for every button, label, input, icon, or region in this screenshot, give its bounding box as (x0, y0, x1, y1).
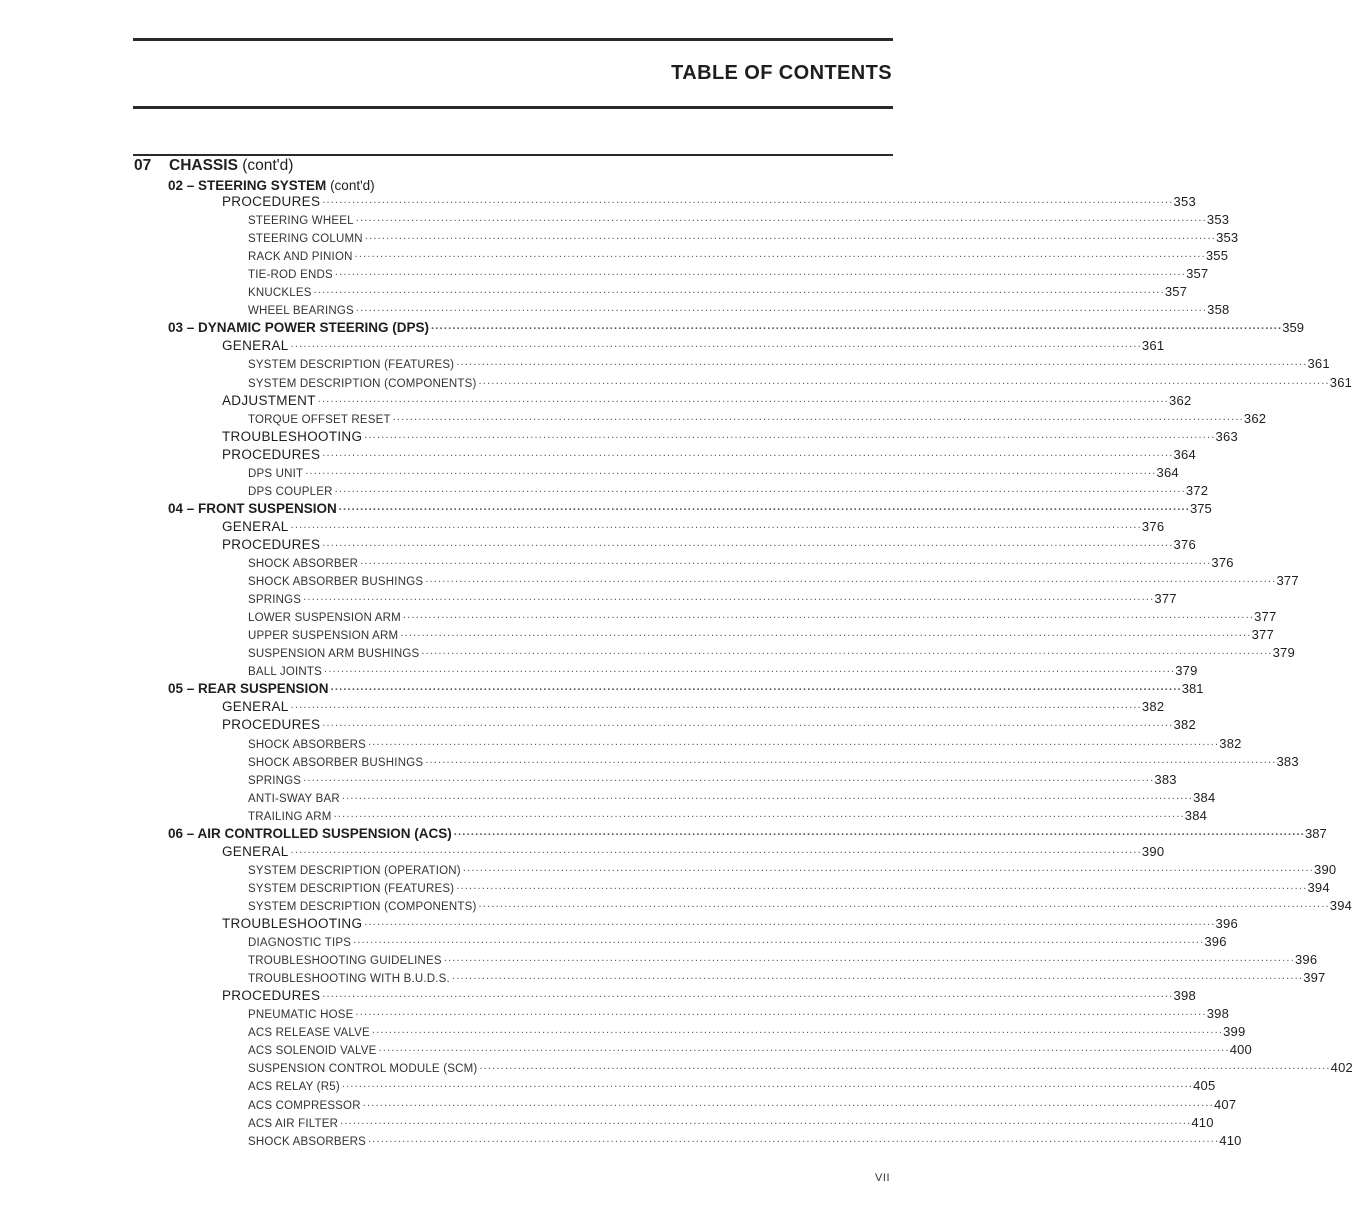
toc-entry[interactable] (248, 552, 1234, 570)
toc-entry-label: SPRINGS (248, 594, 302, 607)
toc-entry-page: 382 (1173, 717, 1197, 733)
toc-entry-page: 362 (1168, 392, 1192, 408)
toc-entry-page: 357 (1164, 284, 1188, 300)
toc-entry[interactable] (248, 787, 1216, 805)
dot-leader: ........................................................................................................................................................................................................ (368, 735, 1220, 748)
toc-entry[interactable] (222, 191, 1197, 209)
toc-entry[interactable] (222, 335, 1165, 354)
dot-leader: ........................................................................................................................................................................................................ (322, 717, 1174, 730)
toc-entry-label: ANTI-SWAY BAR (248, 792, 340, 805)
dot-leader: ........................................................................................................................................................................................................ (443, 952, 1295, 965)
toc-entry-label: DPS UNIT (248, 467, 304, 480)
toc-entry-page: 382 (1141, 699, 1165, 715)
dot-leader: ........................................................................................................................................................................................................ (353, 934, 1205, 947)
toc-entry-page: 377 (1251, 627, 1274, 643)
dot-leader: ........................................................................................................................................................................................................ (378, 1042, 1230, 1055)
toc-entry-page: 394 (1329, 897, 1353, 913)
toc-entry-page: 387 (1305, 825, 1327, 841)
toc-entry-label: SHOCK ABSORBER BUSHINGS (248, 576, 424, 589)
page-title: TABLE OF CONTENTS (671, 62, 892, 84)
dot-leader: ........................................................................................................................................................................................................ (303, 591, 1155, 604)
dot-leader: ........................................................................................................................................................................................................ (402, 609, 1255, 622)
dot-leader: ........................................................................................................................................................................................................ (341, 789, 1194, 802)
footer-page-number: VII (875, 1172, 890, 1184)
toc-entry-page: 379 (1272, 645, 1295, 661)
toc-entry[interactable] (248, 606, 1277, 625)
toc-entry[interactable] (248, 751, 1299, 769)
toc-entry-page: 363 (1215, 428, 1239, 444)
toc-entry[interactable] (248, 1130, 1242, 1148)
toc-entry[interactable] (248, 967, 1326, 986)
toc-entry-page: 357 (1186, 266, 1209, 282)
toc-entry-page: 361 (1307, 356, 1330, 372)
toc-entry[interactable] (222, 985, 1197, 1004)
dot-leader: ........................................................................................................................................................................................................ (431, 320, 1283, 333)
toc-entry-page: 364 (1156, 464, 1179, 480)
dot-leader: ........................................................................................................................................................................................................ (364, 230, 1217, 243)
toc-entry-page: 355 (1205, 248, 1229, 264)
section-continued: (cont'd) (242, 157, 294, 174)
toc-entry[interactable] (248, 1021, 1246, 1040)
toc-entry-page: 390 (1314, 861, 1337, 877)
toc-entry[interactable] (168, 678, 1204, 697)
toc-entry-page: 398 (1173, 988, 1197, 1004)
toc-entry-label: TIE-ROD ENDS (248, 269, 333, 282)
toc-entry-page: 376 (1141, 518, 1165, 534)
toc-entry-page: 375 (1190, 500, 1212, 516)
toc-entry-page: 361 (1329, 374, 1353, 390)
toc-entry-label: TROUBLESHOOTING (222, 428, 363, 444)
toc-entry-label: KNUCKLES (248, 287, 312, 300)
toc-entry-label: SYSTEM DESCRIPTION (FEATURES) (248, 882, 455, 895)
toc-entry[interactable] (248, 462, 1179, 480)
toc-entry-label: TORQUE OFFSET RESET (248, 413, 391, 426)
dot-leader: ........................................................................................................................................................................................................ (305, 464, 1157, 477)
toc-entry[interactable] (222, 516, 1165, 534)
toc-entry-label: ACS SOLENOID VALVE (248, 1045, 377, 1058)
toc-entry-label: UPPER SUSPENSION ARM (248, 630, 399, 643)
dot-leader: ........................................................................................................................................................................................................ (451, 970, 1304, 983)
toc-entry-label: SYSTEM DESCRIPTION (COMPONENTS) (248, 377, 477, 390)
toc-entry[interactable] (248, 281, 1188, 300)
toc-entry-page: 397 (1303, 970, 1326, 986)
dot-leader: ........................................................................................................................................................................................................ (354, 248, 1206, 261)
toc-entry-page: 410 (1219, 1132, 1242, 1148)
toc-entry[interactable] (222, 696, 1165, 715)
toc-entry-page: 407 (1213, 1096, 1237, 1112)
toc-entry[interactable] (248, 588, 1177, 607)
dot-leader: ........................................................................................................................................................................................................ (360, 555, 1212, 567)
toc-entry-label: PROCEDURES (222, 446, 321, 462)
toc-entry-label: SUSPENSION CONTROL MODULE (SCM) (248, 1063, 478, 1076)
dot-leader: ........................................................................................................................................................................................................ (290, 699, 1142, 712)
toc-entry[interactable] (248, 1003, 1229, 1022)
toc-entry-label: ADJUSTMENT (222, 392, 316, 408)
toc-entry-label: ACS AIR FILTER (248, 1117, 339, 1130)
toc-entry-page: 410 (1191, 1114, 1214, 1130)
toc-entry-page: 358 (1207, 302, 1230, 318)
toc-entry-label: 06 – AIR CONTROLLED SUSPENSION (ACS) (168, 825, 452, 841)
toc-entry[interactable] (248, 769, 1177, 787)
toc-entry-label: TROUBLESHOOTING WITH B.U.D.S. (248, 973, 450, 986)
toc-entry-page: 377 (1154, 591, 1177, 607)
toc-entry-label: PNEUMATIC HOSE (248, 1009, 354, 1022)
toc-entry-page: 396 (1204, 934, 1227, 950)
toc-entry[interactable] (248, 660, 1198, 679)
subsection-continued: (cont'd) (330, 178, 375, 193)
dot-leader: ........................................................................................................................................................................................................ (456, 356, 1308, 369)
toc-entry[interactable] (248, 895, 1353, 913)
toc-entry-page: 377 (1254, 609, 1277, 625)
dot-leader: ........................................................................................................................................................................................................ (290, 843, 1142, 856)
dot-leader: ........................................................................................................................................................................................................ (425, 573, 1277, 586)
toc-entry[interactable] (248, 209, 1230, 228)
toc-entry-label: STEERING COLUMN (248, 233, 363, 246)
toc-entry-page: 396 (1294, 952, 1318, 968)
toc-entry[interactable] (248, 570, 1299, 589)
toc-entry-label: STEERING WHEEL (248, 215, 354, 228)
toc-entry-label: RACK AND PINION (248, 251, 353, 264)
dot-leader: ........................................................................................................................................................................................................ (355, 302, 1208, 315)
toc-entry[interactable] (222, 534, 1197, 552)
toc-entry-page: 384 (1184, 807, 1208, 823)
dot-leader: ........................................................................................................................................................................................................ (479, 1060, 1331, 1073)
section-name: CHASSIS (169, 157, 238, 174)
dot-leader: ........................................................................................................................................................................................................ (425, 753, 1277, 766)
toc-entry-label: 03 – DYNAMIC POWER STEERING (DPS) (168, 320, 430, 336)
toc-entry-label: GENERAL (222, 699, 289, 715)
toc-entry-label: SHOCK ABSORBERS (248, 1135, 367, 1148)
dot-leader: ........................................................................................................................................................................................................ (330, 681, 1182, 694)
toc-entry-label: SHOCK ABSORBER (248, 558, 359, 570)
toc-entry[interactable] (248, 1039, 1252, 1058)
toc-entry[interactable] (222, 714, 1197, 733)
dot-leader: ........................................................................................................................................................................................................ (371, 1024, 1224, 1037)
dot-leader: ........................................................................................................................................................................................................ (334, 266, 1187, 279)
toc-entry-page: 394 (1307, 879, 1330, 895)
toc-entry-page: 398 (1206, 1006, 1229, 1022)
dot-leader: ........................................................................................................................................................................................................ (338, 500, 1191, 513)
toc-entry-label: SYSTEM DESCRIPTION (OPERATION) (248, 864, 461, 877)
toc-entry-label: LOWER SUSPENSION ARM (248, 612, 401, 625)
dot-leader: ........................................................................................................................................................................................................ (362, 1096, 1214, 1109)
dot-leader: ........................................................................................................................................................................................................ (290, 518, 1142, 531)
dot-leader: ........................................................................................................................................................................................................ (340, 1114, 1192, 1127)
toc-entry-label: SYSTEM DESCRIPTION (COMPONENTS) (248, 900, 477, 913)
toc-entry[interactable] (222, 841, 1165, 859)
header-bottom-rule (133, 106, 893, 109)
toc-entry-page: 384 (1193, 789, 1216, 805)
dot-leader: ........................................................................................................................................................................................................ (322, 446, 1174, 459)
toc-entry[interactable] (248, 1057, 1353, 1076)
dot-leader: ........................................................................................................................................................................................................ (400, 627, 1252, 640)
toc-entry-label: ACS COMPRESSOR (248, 1099, 361, 1112)
toc-entry[interactable] (248, 1112, 1214, 1130)
toc-entry-page: 383 (1154, 771, 1177, 787)
toc-entry-label: ACS RELAY (R5) (248, 1081, 340, 1094)
toc-entry-page: 390 (1141, 843, 1165, 859)
toc-entry-label: DIAGNOSTIC TIPS (248, 937, 352, 950)
toc-entry-page: 364 (1173, 446, 1197, 462)
toc-entry[interactable] (248, 877, 1330, 895)
toc-entry-page: 376 (1211, 555, 1234, 570)
toc-entry[interactable] (168, 823, 1327, 841)
toc-entry-page: 353 (1173, 194, 1197, 209)
toc-entry[interactable] (248, 480, 1209, 498)
toc-entry-label: SHOCK ABSORBERS (248, 738, 367, 751)
toc-entry-label: 04 – FRONT SUSPENSION (168, 500, 337, 516)
toc-entry-label: SYSTEM DESCRIPTION (FEATURES) (248, 359, 455, 372)
dot-leader: ........................................................................................................................................................................................................ (364, 428, 1216, 441)
toc-entry[interactable] (248, 624, 1274, 643)
toc-entry-label: 05 – REAR SUSPENSION (168, 681, 329, 697)
dot-leader: ........................................................................................................................................................................................................ (322, 536, 1174, 549)
toc-entry-label: SUSPENSION ARM BUSHINGS (248, 648, 420, 661)
section-heading (134, 156, 293, 176)
toc-entry[interactable] (248, 227, 1239, 246)
toc-entry-label: GENERAL (222, 518, 289, 534)
toc-entry-page: 372 (1185, 482, 1209, 498)
dot-leader: ........................................................................................................................................................................................................ (322, 194, 1174, 206)
toc-entry[interactable] (248, 805, 1208, 823)
toc-entry-label: GENERAL (222, 338, 289, 354)
toc-entry-page: 376 (1173, 536, 1197, 552)
toc-entry-label: SHOCK ABSORBER BUSHINGS (248, 756, 424, 769)
toc-entry-page: 379 (1175, 663, 1198, 679)
toc-entry-label: PROCEDURES (222, 194, 321, 209)
toc-entry[interactable] (248, 642, 1295, 661)
toc-entry[interactable] (248, 949, 1318, 968)
toc-entry[interactable] (248, 372, 1353, 390)
toc-entry[interactable] (248, 733, 1242, 751)
toc-entry-page: 396 (1215, 916, 1239, 931)
toc-entry[interactable] (248, 1075, 1216, 1094)
toc-entry[interactable] (248, 353, 1330, 372)
dot-leader: ........................................................................................................................................................................................................ (333, 807, 1185, 820)
toc-entry[interactable] (248, 245, 1229, 264)
dot-leader: ........................................................................................................................................................................................................ (478, 374, 1330, 387)
toc-entry-page: 359 (1282, 320, 1304, 336)
toc-entry-label: DPS COUPLER (248, 485, 333, 498)
dot-leader: ........................................................................................................................................................................................................ (313, 284, 1165, 297)
toc-entry-page: 361 (1141, 338, 1165, 354)
dot-leader: ........................................................................................................................................................................................................ (392, 410, 1244, 423)
toc-entry-label: TRAILING ARM (248, 810, 332, 823)
toc-entry-page: 353 (1216, 230, 1239, 246)
dot-leader: ........................................................................................................................................................................................................ (462, 861, 1315, 874)
toc-entry-page: 402 (1330, 1060, 1353, 1076)
dot-leader: ........................................................................................................................................................................................................ (421, 645, 1273, 658)
toc-entry-page: 377 (1276, 573, 1299, 589)
toc-entry-label: WHEEL BEARINGS (248, 305, 354, 318)
toc-entry-page: 383 (1276, 753, 1299, 769)
toc-entry[interactable] (248, 859, 1337, 877)
dot-leader: ........................................................................................................................................................................................................ (364, 916, 1216, 928)
toc-entry-page: 381 (1181, 681, 1204, 697)
dot-leader: ........................................................................................................................................................................................................ (355, 1006, 1207, 1019)
toc-entry[interactable] (222, 390, 1192, 408)
toc-entry[interactable] (168, 317, 1304, 336)
toc-entry-page: 353 (1206, 212, 1230, 228)
toc-entry-label: ACS RELEASE VALVE (248, 1027, 370, 1040)
dot-leader: ........................................................................................................................................................................................................ (324, 663, 1176, 676)
dot-leader: ........................................................................................................................................................................................................ (456, 879, 1308, 892)
toc-entry-label: TROUBLESHOOTING (222, 916, 363, 931)
toc-entry-label: TROUBLESHOOTING GUIDELINES (248, 955, 442, 968)
toc-entry[interactable] (248, 299, 1230, 318)
toc-entry-page: 382 (1219, 735, 1242, 751)
dot-leader: ........................................................................................................................................................................................................ (303, 771, 1155, 784)
dot-leader: ........................................................................................................................................................................................................ (334, 482, 1186, 495)
toc-entry[interactable] (222, 444, 1197, 462)
dot-leader: ........................................................................................................................................................................................................ (341, 1078, 1194, 1091)
dot-leader: ........................................................................................................................................................................................................ (355, 212, 1207, 225)
section-number: 07 (134, 157, 152, 174)
top-rule (133, 38, 893, 41)
dot-leader: ........................................................................................................................................................................................................ (368, 1132, 1220, 1145)
toc-entry[interactable] (222, 913, 1239, 931)
dot-leader: ........................................................................................................................................................................................................ (290, 338, 1142, 351)
toc-entry[interactable] (248, 1094, 1237, 1112)
toc-entry-page: 400 (1229, 1042, 1252, 1058)
toc-entry[interactable] (248, 931, 1227, 950)
toc-entry-label: PROCEDURES (222, 717, 321, 733)
toc-entry-label: SPRINGS (248, 774, 302, 787)
subsection-name: 02 – STEERING SYSTEM (168, 178, 327, 193)
toc-entry[interactable] (248, 263, 1209, 282)
dot-leader: ........................................................................................................................................................................................................ (478, 897, 1330, 910)
dot-leader: ........................................................................................................................................................................................................ (453, 825, 1306, 838)
toc-entry-label: GENERAL (222, 843, 289, 859)
toc-entry-page: 405 (1193, 1078, 1216, 1094)
toc-entry[interactable] (168, 498, 1212, 516)
toc-entry-page: 362 (1243, 410, 1267, 426)
dot-leader: ........................................................................................................................................................................................................ (322, 988, 1174, 1001)
toc-entry-label: PROCEDURES (222, 988, 321, 1004)
toc-entry-page: 399 (1223, 1024, 1246, 1040)
toc-entry-label: BALL JOINTS (248, 666, 322, 679)
toc-entry[interactable] (248, 408, 1267, 426)
dot-leader: ........................................................................................................................................................................................................ (317, 392, 1169, 405)
toc-entry[interactable] (222, 426, 1239, 444)
toc-entry-label: PROCEDURES (222, 536, 321, 552)
